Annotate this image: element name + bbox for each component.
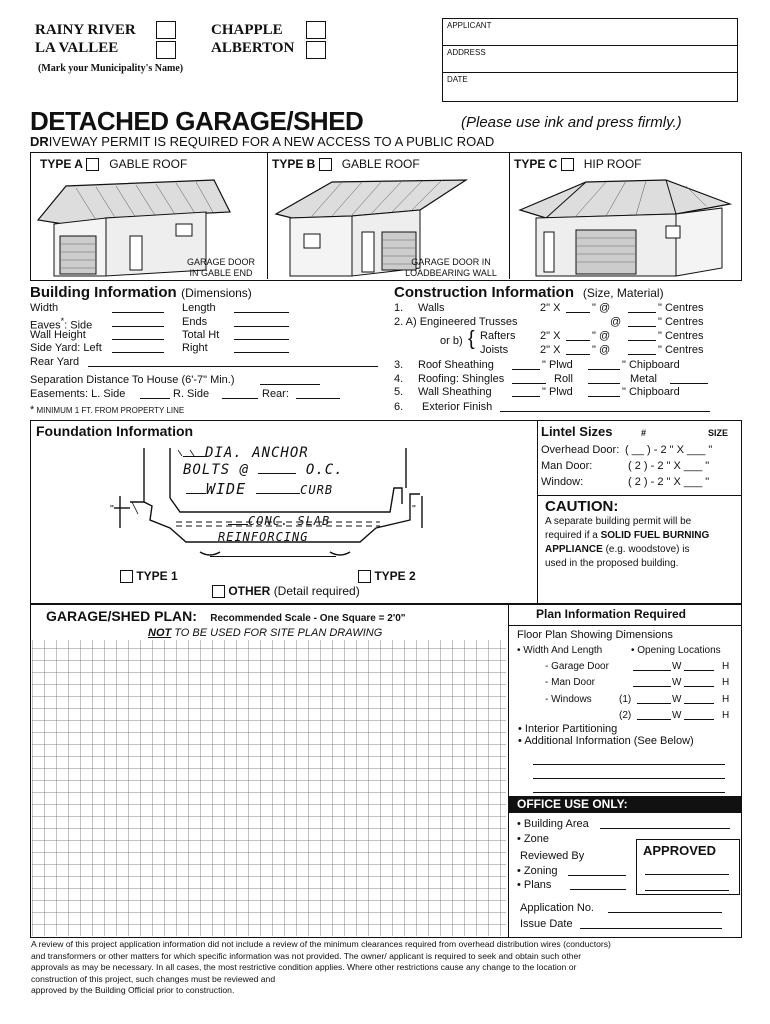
bolts-spacing-input[interactable] — [258, 462, 296, 474]
approved-line-2[interactable] — [645, 890, 729, 891]
garage-door-h-input[interactable] — [684, 662, 714, 671]
building-area-label: • Building Area — [517, 818, 589, 830]
plans-input[interactable] — [570, 881, 626, 890]
garage-door-item: - Garage Door — [545, 661, 609, 672]
reinforcing-label: REINFORCING — [218, 530, 309, 544]
type-b-caption: GARAGE DOOR IN LOADBEARING WALL — [405, 257, 497, 278]
zoning-input[interactable] — [568, 867, 626, 876]
foundation-other-checkbox[interactable] — [212, 585, 225, 598]
metal-input[interactable] — [670, 375, 708, 384]
window-2-label: (2) — [619, 710, 632, 721]
application-no-label: Application No. — [520, 902, 594, 914]
rear-yard-input[interactable] — [88, 358, 378, 367]
curb-input[interactable] — [256, 482, 300, 494]
issue-date-input[interactable] — [580, 920, 722, 929]
applicant-box — [442, 18, 738, 102]
width-length-item: • Width And Length — [517, 645, 603, 656]
checkbox-alberton[interactable] — [306, 41, 326, 59]
total-height-input[interactable] — [234, 331, 289, 340]
lintel-overhead-value[interactable]: ( __ ) - 2 " X ___ " — [625, 444, 713, 456]
type-c-checkbox[interactable] — [561, 158, 574, 171]
footer-disclaimer: A review of this project application information did not include a review of the minimum clearances required from overhead distribution wires (conductors) and transformers or other matters for which specific information was not provided. The owner/ applicant is required to seek and obtain such other approvals as may be necessary. In all cases, the most restrictive condition applies. Where other restrictions cause any change to the location or construction of this project, such changes must be reviewed and approved by the Building Official prior to construction. — [31, 939, 611, 995]
approved-line-1[interactable] — [645, 874, 729, 875]
window-1-h-input[interactable] — [684, 695, 714, 704]
width-input[interactable] — [112, 304, 164, 313]
plan-drawing-grid[interactable] — [32, 624, 506, 936]
garage-door-w-input[interactable] — [633, 662, 671, 671]
window-2-h-input[interactable] — [684, 711, 714, 720]
length-input[interactable] — [234, 304, 289, 313]
svg-text:'': '' — [110, 504, 114, 515]
type-a-checkbox[interactable] — [86, 158, 99, 171]
application-no-input[interactable] — [608, 904, 722, 913]
date-field[interactable]: DATE — [447, 75, 468, 84]
wide-curb-label: WIDE CURB — [186, 480, 333, 498]
page-title: DETACHED GARAGE/SHED — [30, 106, 364, 136]
foundation-type-2: TYPE 2 — [358, 569, 416, 583]
shingles-input[interactable] — [512, 375, 546, 384]
walls-size-input[interactable] — [566, 304, 590, 313]
lintel-overhead: Overhead Door: — [541, 444, 620, 456]
zone-label: • Zone — [517, 833, 549, 845]
exterior-finish-input[interactable] — [500, 403, 710, 412]
municipality-chapple: CHAPPLE — [211, 22, 283, 38]
slab-input[interactable] — [228, 515, 248, 525]
reinforcing-input[interactable] — [210, 556, 336, 557]
side-yard-left-input[interactable] — [112, 344, 164, 353]
window-1-h-label: H — [722, 694, 730, 705]
window-2-w-input[interactable] — [637, 711, 671, 720]
foundation-other: OTHER (Detail required) — [212, 584, 360, 598]
lintel-window: Window: — [541, 476, 584, 488]
additional-line-3[interactable] — [533, 792, 725, 793]
plans-label: • Plans — [517, 879, 552, 891]
man-door-w-label: W — [672, 677, 682, 688]
man-door-w-input[interactable] — [633, 678, 671, 687]
building-area-input[interactable] — [600, 820, 730, 829]
type-c-header: TYPE C HIP ROOF — [514, 157, 642, 171]
ink-instruction: (Please use ink and press firmly.) — [461, 114, 682, 131]
man-door-item: - Man Door — [545, 677, 596, 688]
floor-plan-dimensions: Floor Plan Showing Dimensions — [517, 629, 673, 641]
bolts-label: BOLTS @ O.C. — [183, 462, 344, 478]
caution-heading: CAUTION: — [545, 498, 619, 515]
applicant-field[interactable]: APPLICANT — [447, 21, 492, 30]
checkbox-rainy-river[interactable] — [156, 21, 176, 39]
foundation-type-1: TYPE 1 — [120, 569, 178, 583]
checkbox-chapple[interactable] — [306, 21, 326, 39]
type-a-caption: GARAGE DOOR IN GABLE END — [186, 257, 255, 278]
foundation-type-2-checkbox[interactable] — [358, 570, 371, 583]
roll-input[interactable] — [588, 375, 620, 384]
trusses-centres-input[interactable] — [628, 318, 656, 327]
reviewed-by-label: Reviewed By — [520, 850, 585, 862]
window-1-label: (1) — [619, 694, 632, 705]
window-2-w-label: W — [672, 710, 682, 721]
foundation-type-1-checkbox[interactable] — [120, 570, 133, 583]
separation-input[interactable] — [260, 376, 320, 385]
joists-centres-input[interactable] — [628, 346, 656, 355]
municipality-alberton: ALBERTON — [211, 40, 295, 56]
eaves-ends-input[interactable] — [234, 318, 289, 327]
additional-line-2[interactable] — [533, 778, 725, 779]
opening-locations-item: • Opening Locations — [631, 645, 721, 656]
plan-heading: GARAGE/SHED PLAN: Recommended Scale - One Square = 2'0" — [46, 608, 406, 624]
rafters-size-input[interactable] — [566, 332, 590, 341]
caution-text: A separate building permit will be required if a SOLID FUEL BURNING APPLIANCE (e.g. woodstove) is used in the proposed building. — [545, 516, 710, 569]
rafters-centres-input[interactable] — [628, 332, 656, 341]
roof-sheathing-plwd-input[interactable] — [512, 361, 540, 370]
foundation-heading: Foundation Information — [36, 423, 194, 439]
garage-door-w-label: W — [672, 661, 682, 672]
conc-slab-label: CONC. SLAB — [228, 514, 330, 528]
garage-door-h-label: H — [722, 661, 730, 672]
roof-sheathing-chipboard-input[interactable] — [588, 361, 620, 370]
easement-left-input[interactable] — [140, 390, 170, 399]
plan-not-site-plan: NOT TO BE USED FOR SITE PLAN DRAWING — [148, 627, 383, 639]
type-b-header: TYPE B GABLE ROOF — [272, 157, 420, 171]
plan-info-heading: Plan Information Required — [536, 607, 687, 621]
lintel-man-door: Man Door: — [541, 460, 593, 472]
man-door-h-label: H — [722, 677, 730, 688]
window-1-w-label: W — [672, 694, 682, 705]
lintel-man-door-value[interactable]: ( 2 ) - 2 " X ___ " — [628, 460, 710, 472]
window-1-w-input[interactable] — [637, 695, 671, 704]
svg-text:'': '' — [412, 504, 416, 515]
municipality-la-vallee: LA VALLEE — [35, 40, 119, 56]
lintel-size: SIZE — [708, 428, 729, 438]
building-info-fields: Width Length Eaves*: Side Ends Wall Height Total Ht Side Yard: Left Right Rear Yard Separation Distance To House (6'-7" Min.) Easements: L. Side R. Side Rear: * MINIMUM 1 FT. FROM PROPERTY LINE — [30, 302, 380, 422]
window-2-h-label: H — [722, 710, 730, 721]
municipality-note: (Mark your Municipality's Name) — [38, 63, 184, 74]
type-b-checkbox[interactable] — [319, 158, 332, 171]
dia-anchor-label: DIA. ANCHOR — [183, 445, 309, 461]
wall-sheathing-plwd-input[interactable] — [512, 388, 540, 397]
easement-rear-input[interactable] — [296, 390, 340, 399]
eaves-side-input[interactable] — [112, 318, 164, 327]
additional-info-item: • Additional Information (See Below) — [518, 735, 694, 747]
wall-sheathing-chipboard-input[interactable] — [588, 388, 620, 397]
address-field[interactable]: ADDRESS — [447, 48, 486, 57]
type-a-header: TYPE A GABLE ROOF — [40, 157, 188, 171]
issue-date-label: Issue Date — [520, 918, 573, 930]
man-door-h-input[interactable] — [684, 678, 714, 687]
driveway-notice: DRIVEWAY PERMIT IS REQUIRED FOR A NEW ACCESS TO A PUBLIC ROAD — [30, 134, 495, 149]
construction-info-heading: Construction Information (Size, Material) — [394, 284, 664, 301]
easement-right-input[interactable] — [222, 390, 258, 399]
approved-box — [636, 839, 740, 895]
windows-item: - Windows — [545, 694, 592, 705]
lintel-window-value[interactable]: ( 2 ) - 2 " X ___ " — [628, 476, 710, 488]
anchor-dia-input[interactable] — [183, 445, 205, 457]
lintel-hash: # — [641, 428, 647, 438]
joists-size-input[interactable] — [566, 346, 590, 355]
wall-height-input[interactable] — [112, 331, 164, 340]
lintel-heading: Lintel Sizes — [541, 424, 613, 439]
checkbox-la-vallee[interactable] — [156, 41, 176, 59]
type-c-garage-illustration — [516, 176, 736, 278]
side-yard-right-input[interactable] — [234, 344, 289, 353]
approved-label: APPROVED — [643, 843, 716, 858]
walls-centres-input[interactable] — [628, 304, 656, 313]
building-info-heading: Building Information (Dimensions) — [30, 284, 252, 301]
interior-partitioning-item: • Interior Partitioning — [518, 723, 618, 735]
curb-wide-input[interactable] — [186, 482, 206, 494]
additional-line-1[interactable] — [533, 764, 725, 765]
zoning-label: • Zoning — [517, 865, 558, 877]
office-use-heading: OFFICE USE ONLY: — [517, 797, 628, 811]
municipality-rainy-river: RAINY RIVER — [35, 22, 136, 38]
construction-info-fields: 1. Walls 2" X " @ " Centres 2. A) Engineered Trusses @ " Centres or b) { Rafters Joists 2" X " @ " Centres 2" X " @ " Centres 3. Roof Sheathing " Plwd " Chipboard 4. Roofing: Shingles Roll Metal 5. Wall Sheathing " Plwd " Chipboard 6. Exterior Finish — [394, 302, 744, 420]
